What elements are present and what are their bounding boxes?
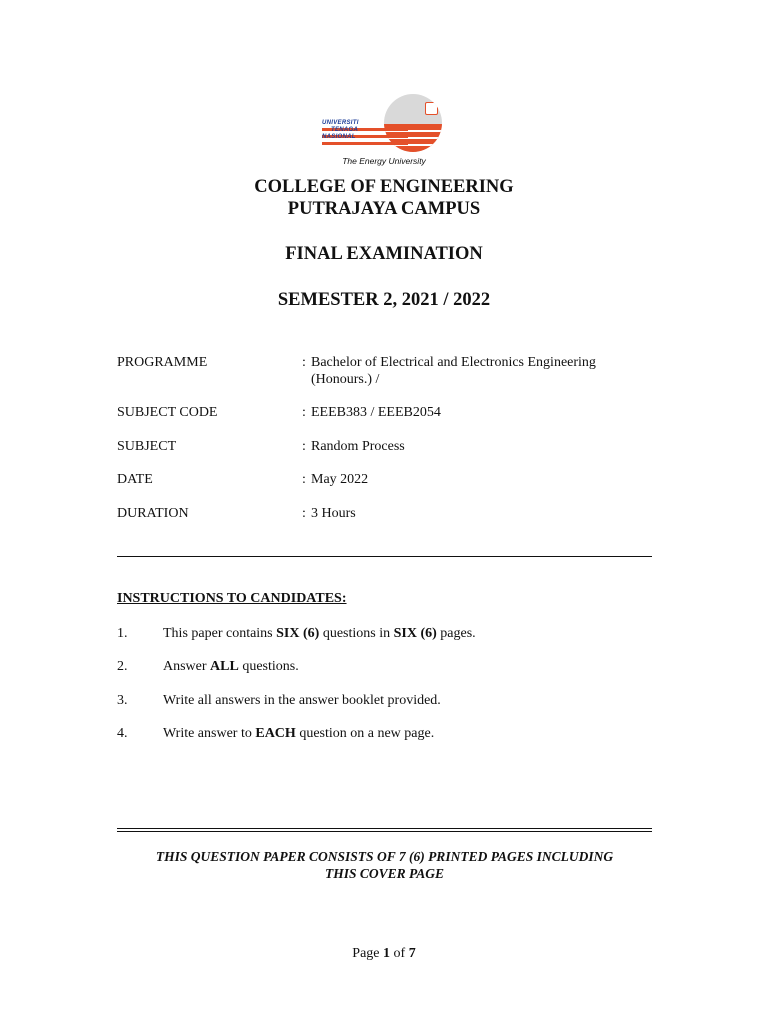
footer-divider-bottom (117, 831, 652, 832)
subject-label: SUBJECT (117, 439, 177, 454)
semester-title: SEMESTER 2, 2021 / 2022 (277, 290, 491, 310)
footer-divider-top (117, 828, 652, 829)
page-number: Page 1 of 7 (352, 946, 416, 961)
logo-emblem-icon (425, 102, 438, 115)
subject-code-label: SUBJECT CODE (117, 405, 218, 420)
duration-label: DURATION (117, 506, 189, 521)
instruction-text: Write answer to EACH question on a new page. (163, 726, 435, 741)
campus-title: PUTRAJAYA CAMPUS (287, 199, 481, 219)
logo-university-name: UNIVERSITI TENAGA NASIONAL (322, 120, 359, 140)
instruction-text: Write all answers in the answer booklet provided. (163, 693, 441, 708)
programme-label: PROGRAMME (117, 355, 208, 370)
subject-value: Random Process (311, 439, 405, 454)
instructions-heading: INSTRUCTIONS TO CANDIDATES: (117, 591, 347, 606)
programme-value-cont: (Honours.) / (311, 372, 380, 387)
programme-value: Bachelor of Electrical and Electronics Engineering (311, 355, 596, 370)
page-count-note: THIS QUESTION PAPER CONSISTS OF 7 (6) PRINTED PAGES INCLUDING THIS COVER PAGE (155, 849, 614, 881)
subject-code-value: EEEB383 / EEEB2054 (311, 405, 441, 420)
date-value: May 2022 (311, 472, 369, 487)
duration-value: 3 Hours (311, 506, 356, 521)
college-title: COLLEGE OF ENGINEERING (254, 177, 514, 197)
instruction-text: This paper contains SIX (6) questions in SIX (6) pages. (163, 626, 476, 641)
instruction-text: Answer ALL questions. (163, 659, 299, 674)
university-logo (322, 92, 446, 170)
exam-title: FINAL EXAMINATION (285, 244, 483, 264)
divider (117, 556, 652, 557)
date-label: DATE (117, 472, 153, 487)
logo-tagline: The Energy University (342, 156, 426, 166)
